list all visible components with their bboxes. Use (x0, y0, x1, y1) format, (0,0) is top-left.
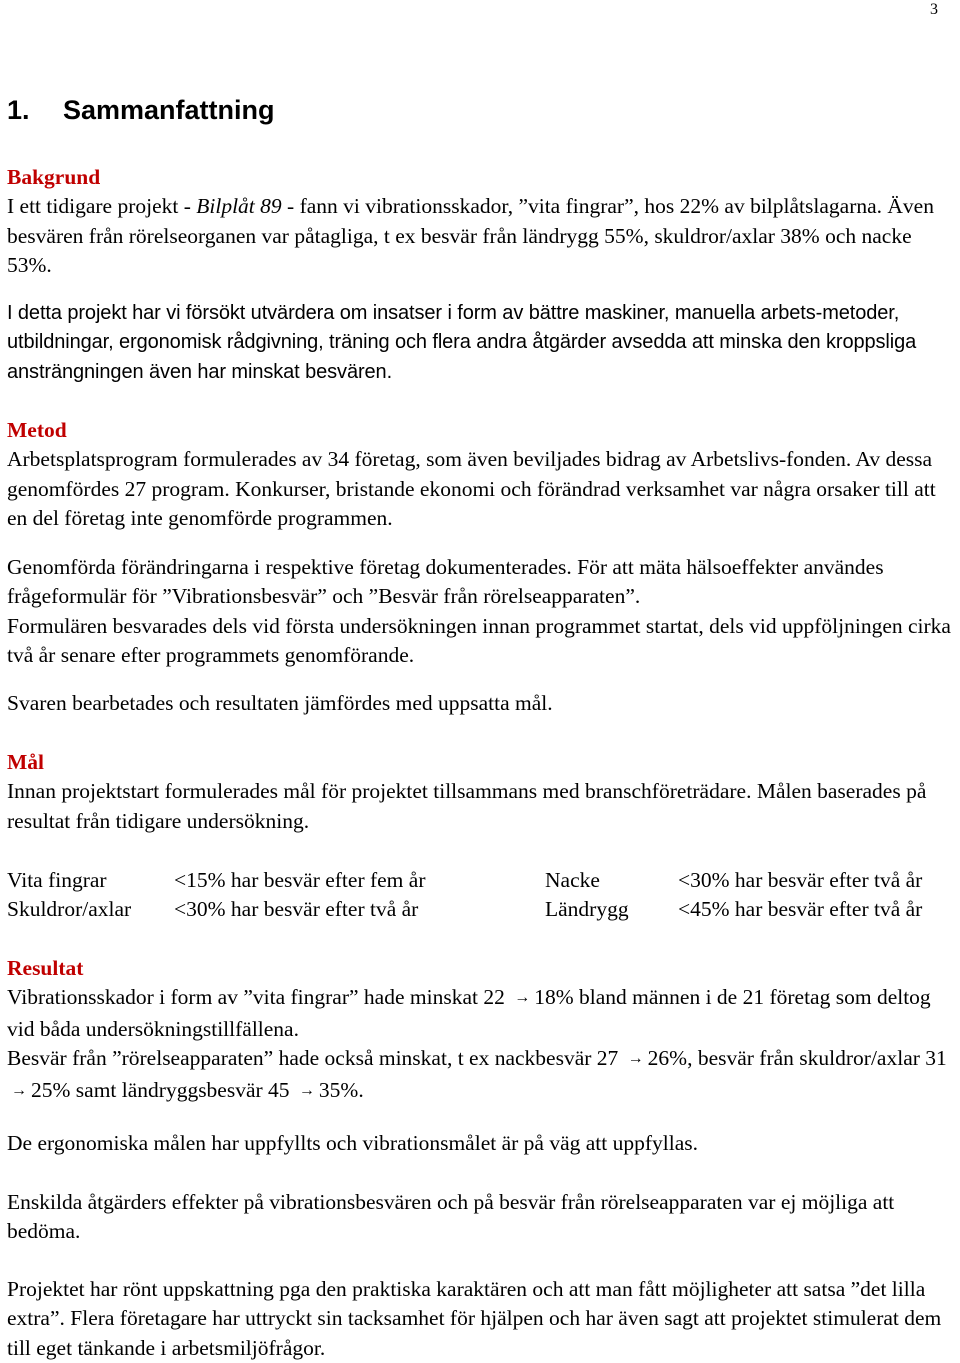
bakgrund-heading: Bakgrund (7, 165, 101, 189)
bakgrund-paragraph-2: I detta projekt har vi försökt utvärdera om insatser i form av bättre maskiner, manuella arbets-metoder, utbildningar, ergonomisk rådgivning, träning och flera andra åtgärder avsedda att minska den kroppsliga ansträngningen även har minskat besvären. (7, 302, 917, 383)
arrow-icon: → (514, 989, 531, 1007)
arrow-icon: → (298, 1081, 315, 1099)
goal-area: Nacke (545, 868, 600, 892)
metod-paragraph-2-block (7, 553, 955, 671)
resultat-paragraph-2 (7, 1044, 955, 1107)
resultat-paragraph-1 (7, 983, 955, 1044)
mal-section (7, 748, 955, 836)
goal-area: Skuldror/axlar (7, 897, 132, 922)
resultat-paragraph-4: Enskilda åtgärders effekter på vibrationsbesvären och på besvär från rörelseapparaten var ej möjliga att bedöma. (7, 1190, 895, 1244)
text-run: 26%, besvär från skuldror/axlar 31 (647, 1046, 947, 1071)
goal-area: Ländrygg (545, 897, 629, 922)
metod-paragraph-4-block (7, 689, 955, 718)
metod-section (7, 416, 955, 534)
arrow-icon: → (627, 1050, 644, 1068)
goal-target: <30% har besvär efter två år (174, 897, 419, 922)
metod-paragraph-3: Formulären besvarades dels vid första undersökningen innan programmet startat, dels vid uppföljningen cirka två år senare efter programmets genomförande. (7, 613, 951, 668)
mal-heading: Mål (7, 750, 45, 774)
text-run: I ett tidigare projekt - (7, 194, 197, 219)
resultat-section (7, 954, 955, 1107)
resultat-heading: Resultat (7, 956, 84, 980)
text-run: Vibrationsskador i form av ”vita fingrar” hade minskat 22 (7, 985, 505, 1010)
bakgrund-section (7, 163, 955, 281)
resultat-paragraph-5-block (7, 1275, 955, 1363)
goal-target: <45% har besvär efter två år (678, 897, 923, 922)
text-run: Besvär från ”rörelseapparaten” hade också minskat, t ex nackbesvär 27 (7, 1046, 619, 1071)
arrow-icon: → (11, 1081, 27, 1099)
resultat-paragraph-3: De ergonomiska målen har uppfyllts och vibrationsmålet är på väg att uppfyllas. (7, 1131, 699, 1155)
page-number: 3 (930, 1, 938, 18)
goal-row (7, 895, 960, 924)
text-run: 25% samt ländryggsbesvär 45 (31, 1077, 290, 1102)
goal-area: Vita fingrar (7, 868, 107, 892)
text-run: - fann vi vibrationsskador, ”vita fingrar”, hos 22% av bilplåtslagarna. Även besvären från rörelseorganen var påtagliga, t ex besvär från ländrygg 55%, skuldror/axlar 38% och nacke 53%. (7, 194, 934, 278)
metod-paragraph-2: Genomförda förändringarna i respektive företag dokumenterades. För att mäta hälsoeffekter användes frågeformulär för ”Vibrationsbesvär” och ”Besvär från rörelseapparaten”. (7, 555, 884, 609)
goal-row (7, 866, 960, 895)
project-name: Bilplåt 89 (196, 194, 282, 219)
resultat-paragraph-3-block (7, 1129, 955, 1158)
chapter-number: 1. (7, 95, 30, 125)
chapter-heading (7, 94, 275, 126)
goal-target: <15% har besvär efter fem år (174, 868, 426, 892)
bakgrund-paragraph-2-block (7, 299, 955, 387)
goals-table (7, 866, 960, 925)
resultat-paragraph-4-block (7, 1188, 955, 1247)
resultat-paragraph-5: Projektet har rönt uppskattning pga den praktiska karaktären och att man fått möjligheter att satsa ”det lilla extra”. Flera företagare har uttryckt sin tacksamhet för hjälpen och har även sagt att projektet stimulerat dem till eget tänkande i arbetsmiljöfrågor. (7, 1277, 942, 1360)
metod-paragraph-4: Svaren bearbetades och resultaten jämfördes med uppsatta mål. (7, 691, 553, 715)
chapter-title: Sammanfattning (63, 95, 275, 125)
goal-target: <30% har besvär efter två år (678, 868, 923, 892)
bakgrund-paragraph-1 (7, 192, 955, 280)
text-run: 35%. (318, 1077, 364, 1102)
metod-paragraph-1: Arbetsplatsprogram formulerades av 34 företag, som även beviljades bidrag av Arbetslivs-fonden. Av dessa genomfördes 27 program. Konkurser, bristande ekonomi och förändrad verksamhet var några orsaker till att en del företag inte genomförde programmen. (7, 447, 936, 531)
mal-paragraph-1: Innan projektstart formulerades mål för projektet tillsammans med branschföreträdare. Målen baserades på resultat från tidigare undersökning. (7, 779, 927, 833)
metod-heading: Metod (7, 418, 67, 442)
text-run: 18% bland männen i de 21 företag som deltog vid båda undersökningstillfällena. (7, 985, 931, 1041)
